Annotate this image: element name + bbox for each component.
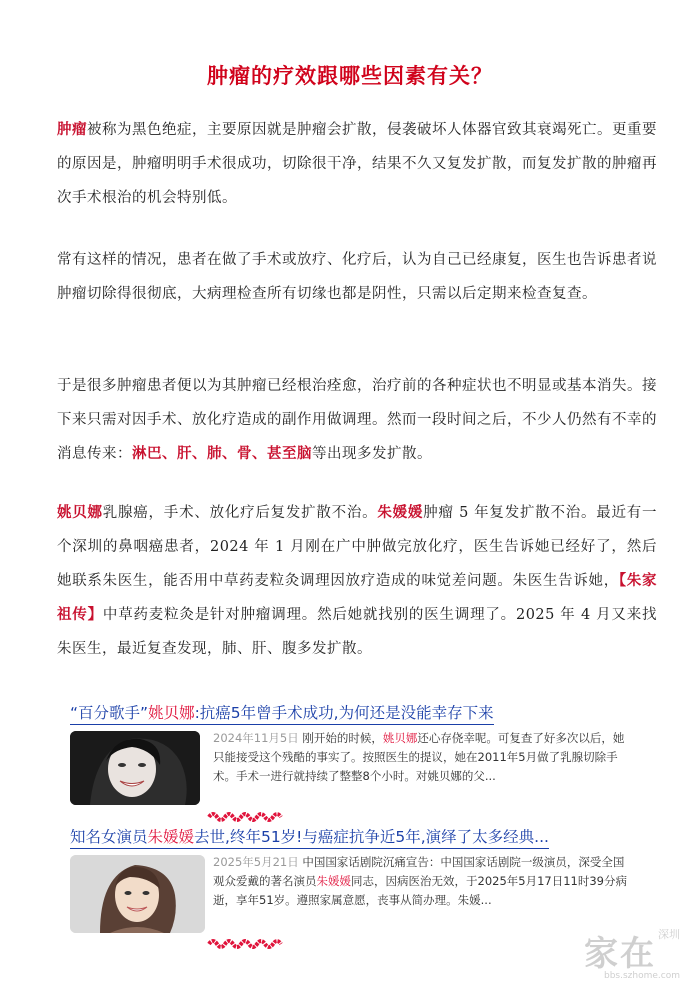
highlight-metastasis-sites: 淋巴、肝、肺、骨、甚至脑 <box>132 445 312 462</box>
news-title-part: 知名女演员 <box>70 828 148 846</box>
news-snippet-text: 中国国家话剧院沉痛宣告：中国国家话剧院一级演员，深受全国观众爱戴的著名演员 <box>213 855 625 888</box>
news-card-2[interactable] <box>70 826 640 963</box>
redacted-scribble <box>207 936 287 950</box>
news-snippet-2 <box>213 853 633 910</box>
paragraph-3-text-b: 等出现多发扩散。 <box>312 446 432 462</box>
paragraph-4-text-a: 乳腺癌，手术、放化疗后复发扩散不治。 <box>102 505 378 521</box>
news-snippet-text: 同志，因病医治无效，于2025年5月17日11时39分病逝，享年51岁。遵照家属意愿，丧事从简办理。朱媛... <box>213 874 627 907</box>
paragraph-4-text-c: 中草药麦粒灸是针对肿瘤调理。然后她就找别的医生调理了。2025 年 4 月又来找朱医生，最近复查发现，肺、肝、腹多发扩散。 <box>57 607 658 657</box>
paragraph-4 <box>57 496 657 666</box>
news-title-part: 去世,终年51岁!与癌症抗争近5年,演绎了太多经典... <box>194 828 549 846</box>
news-date: 2024年11月5日 <box>213 731 299 745</box>
article-title: 肿瘤的疗效跟哪些因素有关？ <box>207 63 493 88</box>
news-title-part: “百分歌手” <box>70 704 149 722</box>
paragraph-4-text-b: 肿瘤 5 年复发扩散不治。最近有一个深圳的鼻咽癌患者，2024 年 1 月刚在广中肿做完放化疗，医生告诉她已经好了，然后她联系朱医生，能否用中草药麦粒灸调理因放疗造成的味觉差问题。朱医生告诉她， <box>57 505 658 589</box>
news-title-link-1[interactable] <box>70 702 494 725</box>
news-title-part: :抗癌5年曾手术成功,为何还是没能幸存下来 <box>194 704 494 722</box>
news-card-1[interactable] <box>70 702 640 839</box>
paragraph-1 <box>57 113 657 215</box>
news-thumbnail-1[interactable] <box>70 731 200 805</box>
news-title-name: 朱媛媛 <box>147 828 195 846</box>
paragraph-3 <box>57 369 657 471</box>
redacted-scribble <box>207 809 287 823</box>
highlight-family-tradition: 【朱家祖传】 <box>57 572 657 623</box>
news-snippet-1 <box>213 729 633 786</box>
watermark-logo-text: 家在 <box>584 934 656 974</box>
highlight-tumor: 肿瘤 <box>57 121 87 138</box>
paragraph-2: 常有这样的情况，患者在做了手术或放疗、化疗后，认为自己已经康复，医生也告诉患者说肿瘤切除得很彻底，大病理检查所有切缘也都是阴性，只需以后定期来检查复查。 <box>57 252 657 302</box>
news-snippet-text: 刚开始的时候， <box>298 731 383 745</box>
watermark-url: bbs.szhome.com <box>604 971 680 981</box>
news-snippet-text: 还心存侥幸呢。可复查了好多次以后，她只能接受这个残酷的事实了。按照医生的提议，她在2011年5月做了乳腺切除手术。手术一进行就持续了整整8个小时。对姚贝娜的父... <box>213 731 625 783</box>
site-watermark <box>584 926 680 981</box>
news-title-link-2[interactable] <box>70 826 549 849</box>
paragraph-3-text-a: 于是很多肿瘤患者便以为其肿瘤已经根治痊愈，治疗前的各种症状也不明显或基本消失。接下来只需对因手术、放化疗造成的副作用做调理。然而一段时间之后，不少人仍然有不幸的消息传来： <box>57 378 657 462</box>
news-snippet-name: 朱媛媛 <box>316 874 351 888</box>
news-title-name: 姚贝娜 <box>148 704 195 722</box>
news-snippet-name: 姚贝娜 <box>382 731 418 745</box>
watermark-city: 深圳 <box>658 928 680 941</box>
highlight-name-1: 姚贝娜 <box>57 504 103 521</box>
news-date: 2025年5月21日 <box>213 855 299 869</box>
news-thumbnail-2[interactable] <box>70 855 205 933</box>
paragraph-1-text: 被称为黑色绝症，主要原因就是肿瘤会扩散，侵袭破坏人体器官致其衰竭死亡。更重要的原因是，肿瘤明明手术很成功，切除很干净，结果不久又复发扩散，而复发扩散的肿瘤再次手术根治的机会特别低。 <box>57 122 657 206</box>
highlight-name-2: 朱媛媛 <box>377 504 424 521</box>
